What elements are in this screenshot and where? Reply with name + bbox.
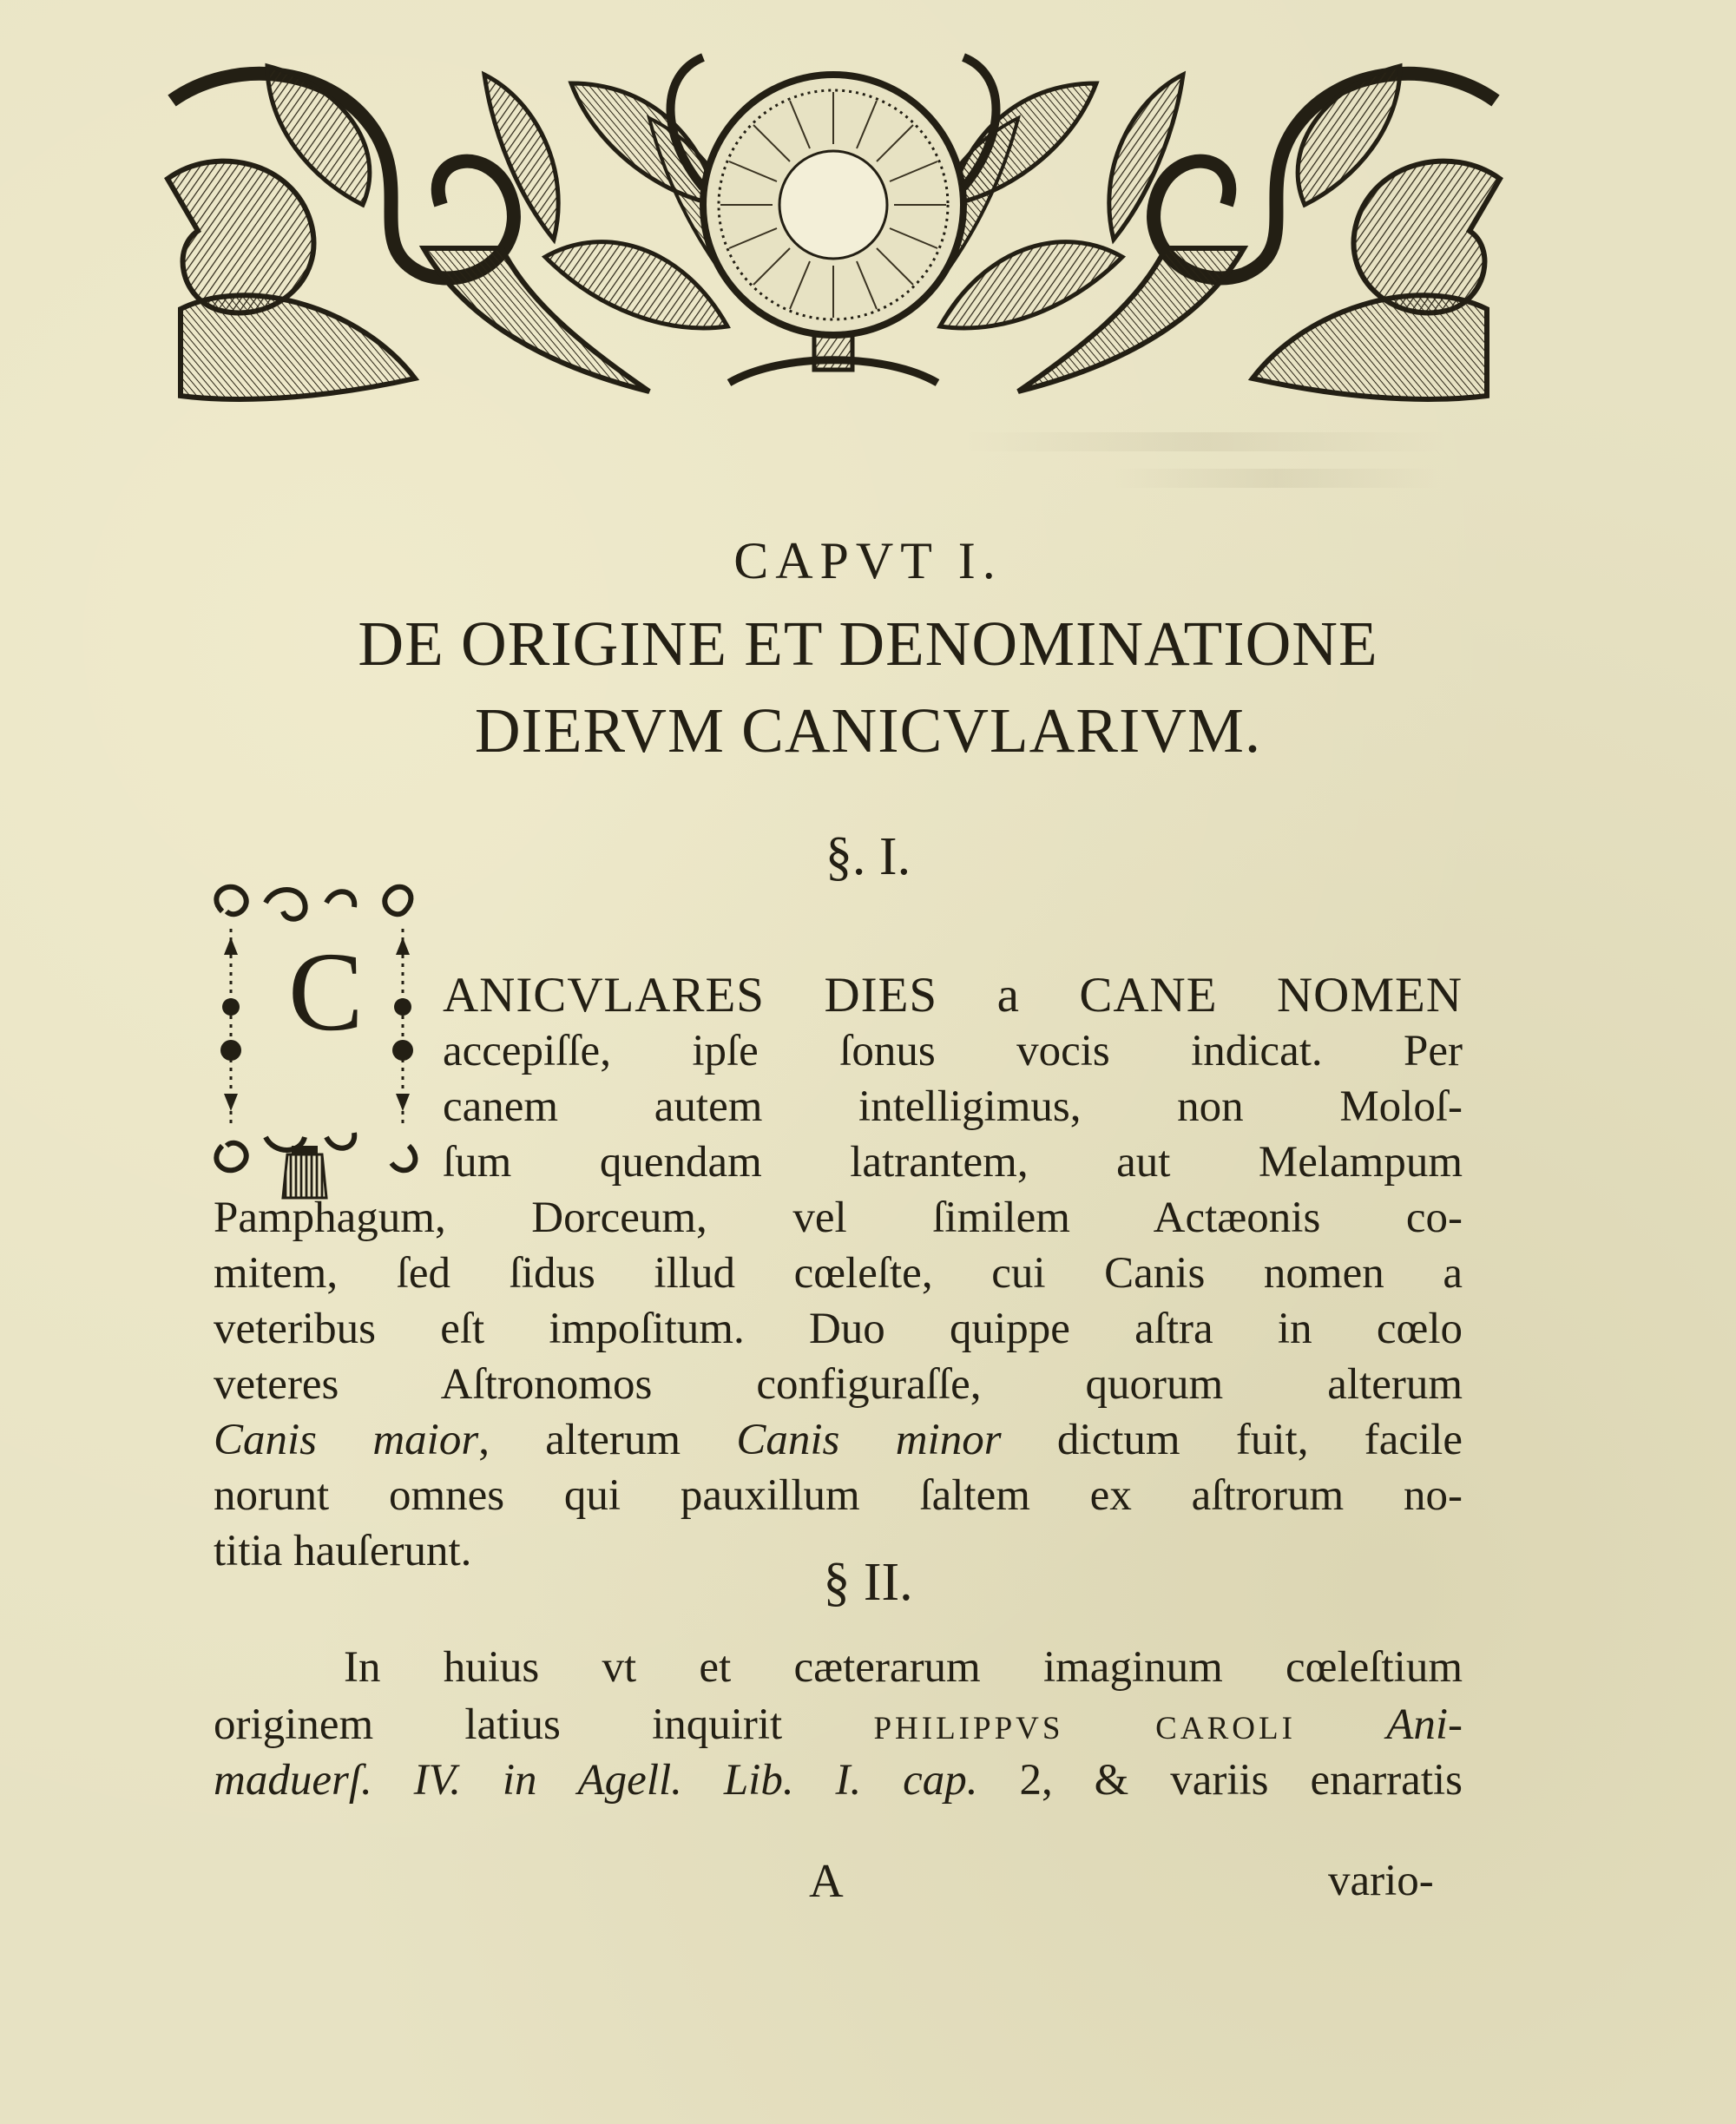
chapter-title-line-2: DIERVM CANICVLARIVM.: [474, 695, 1262, 766]
bleed-through-shadow: [963, 432, 1450, 451]
italic-term: Canis maior: [214, 1416, 479, 1464]
text-line: canem autem intelligimus, non Moloſ-: [443, 1082, 1463, 1131]
italic-citation: maduerſ. IV. in Agell. Lib. I. cap.: [214, 1756, 978, 1805]
text-run: originem latius inquirit: [214, 1700, 874, 1749]
text-line: norunt omnes qui pauxillum ſaltem ex aſtrorum no-: [214, 1471, 1463, 1520]
text-line: ANICVLARES DIES a CANE NOMEN: [443, 968, 1463, 1023]
text-line: veteres Aſtronomos configuraſſe, quorum alterum: [214, 1360, 1463, 1409]
headpiece-ornament-graphic: [163, 49, 1504, 422]
text-run: , alterum: [478, 1416, 737, 1464]
italic-term: Canis minor: [736, 1416, 1002, 1464]
text-line: ſum quendam latrantem, aut Melampum: [443, 1138, 1463, 1187]
small-caps-author: PHILIPPVS CAROLI: [873, 1711, 1296, 1746]
woodcut-headpiece: [163, 49, 1504, 422]
text-run: dictum fuit, facile: [1001, 1416, 1463, 1464]
section-mark-1: §. I.: [825, 827, 911, 886]
catchword: vario-: [1328, 1857, 1434, 1905]
text-line: accepiſſe, ipſe ſonus vocis indicat. Per: [443, 1027, 1463, 1075]
initial-letter: C: [288, 930, 364, 1055]
text-run: 2, & variis enarratis: [977, 1756, 1463, 1805]
bleed-through-shadow: [1111, 469, 1441, 488]
text-line: [214, 1418, 1463, 1463]
section-mark-2: § II.: [823, 1553, 913, 1612]
text-line: veteribus eſt impoſitum. Duo quippe aſtra in cœlo: [214, 1305, 1463, 1353]
text-line: [214, 1756, 1463, 1805]
signature-mark: A: [809, 1854, 844, 1907]
text-line: mitem, ſed ſidus illud cœleſte, cui Canis nomen a: [214, 1249, 1463, 1298]
italic-run: Ani-: [1295, 1700, 1463, 1749]
chapter-number: CAPVT I.: [733, 532, 1003, 589]
text-line: [214, 1700, 1463, 1749]
text-line: In huius vt et cæterarum imaginum cœleſtium: [344, 1643, 1463, 1692]
decorated-initial: [205, 877, 432, 1202]
text-line: Pamphagum, Dorceum, vel ſimilem Actæonis co-: [214, 1194, 1463, 1242]
chapter-title-line-1: DE ORIGINE ET DENOMINATIONE: [358, 608, 1378, 679]
text-line: titia hauſerunt.: [214, 1527, 472, 1575]
